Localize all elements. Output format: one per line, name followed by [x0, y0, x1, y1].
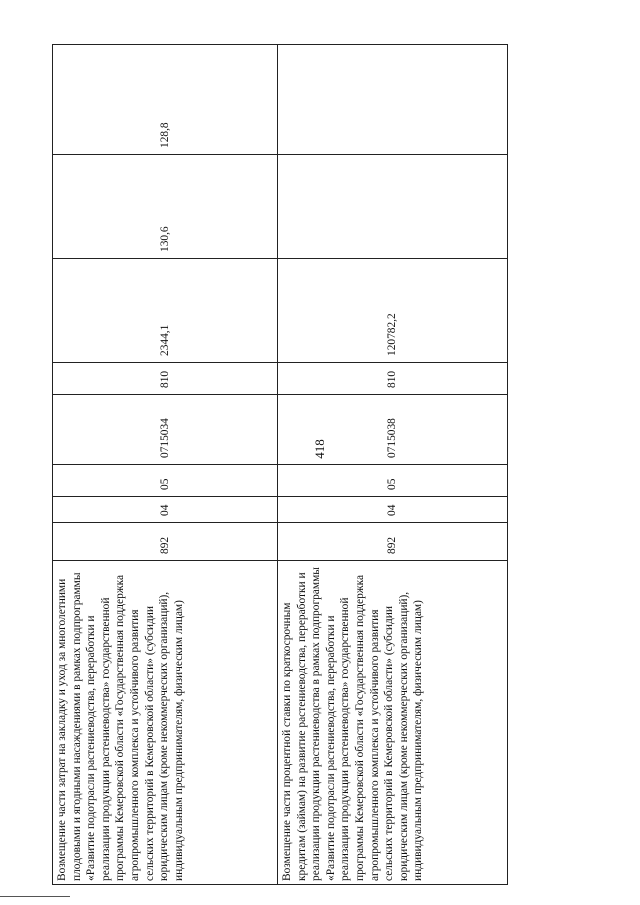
amount-2: 130,6 — [53, 155, 278, 259]
page-number: 418 — [312, 439, 327, 459]
row-description: Возмещение части затрат на закладку и уход за многолетними плодовыми и ягодными насаждениями в рамках подпрограммы «Развитие подотрасли растениеводства, переработки и реализации продукции растениеводства» государственной программы Кемеровской области «Государственная поддержка агропромышленного комплекса и устойчивого развития сельских территорий в Кемеровской области» (субсидии юридическим лицам (кроме некоммерческих организаций), индивидуальным предпринимателям, физическим лицам) — [53, 561, 278, 885]
expense-type-code: 810 — [278, 363, 508, 395]
budget-table-rotated — [52, 45, 507, 885]
amount-2 — [278, 155, 508, 259]
section-code: 04 — [53, 497, 278, 523]
amount-3: 128,8 — [53, 45, 278, 155]
amount-3 — [278, 45, 508, 155]
row-description: Возмещение части процентной ставки по краткосрочным кредитам (займам) на развитие растениеводства, переработки и реализации продукции растениеводства в рамках подпрограммы «Развитие подотрасли растениеводства, переработки и реализации продукции растениеводства» государственной программы Кемеровской области «Государственная поддержка агропромышленного комплекса и устойчивого развития сельских территорий в Кемеровской области» (субсидии юридическим лицам (кроме некоммерческих организаций), индивидуальным предпринимателям, физическим лицам) — [278, 561, 508, 885]
target-article-code: 0715038 — [278, 395, 508, 465]
subsection-code: 05 — [53, 465, 278, 497]
ministry-code: 892 — [278, 523, 508, 561]
amount-1: 2344,1 — [53, 259, 278, 363]
section-code: 04 — [278, 497, 508, 523]
amount-1: 120782,2 — [278, 259, 508, 363]
expense-type-code: 810 — [53, 363, 278, 395]
ministry-code: 892 — [53, 523, 278, 561]
table-row — [278, 45, 508, 885]
budget-table — [52, 44, 508, 885]
target-article-code: 0715034 — [53, 395, 278, 465]
table-row — [53, 45, 278, 885]
footer-rule — [0, 896, 70, 897]
subsection-code: 05 — [278, 465, 508, 497]
